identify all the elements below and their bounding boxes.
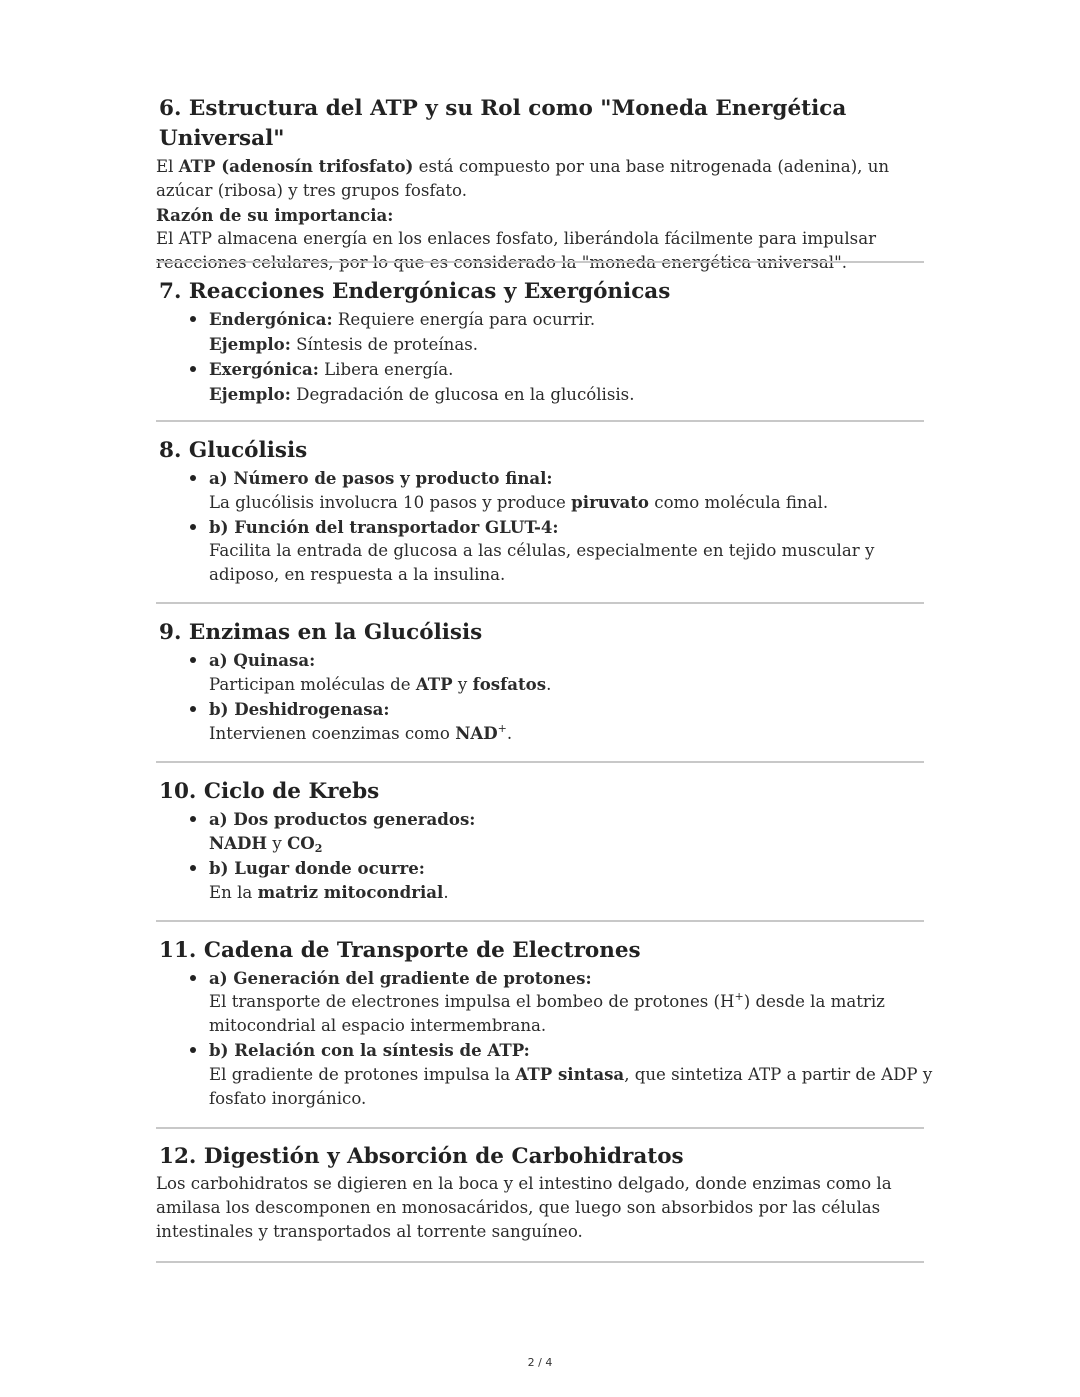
section-12-paragraph-cont: intestinales y transportados al torrente sanguíneo.	[156, 1222, 583, 1241]
section-7	[156, 277, 924, 407]
section-6	[156, 94, 924, 275]
list-item: b) Deshidrogenasa: Intervienen coenzimas como NAD+.	[156, 697, 924, 746]
section-11-title: 11. Cadena de Transporte de Electrones	[159, 938, 641, 963]
list-item: b) Relación con la síntesis de ATP: El gradiente de protones impulsa la ATP sintasa, que sintetiza ATP a partir de ADP y fosfato inorgánico.	[156, 1038, 924, 1111]
section-6-title: 6. Estructura del ATP y su Rol como "Moneda Energética Universal"	[159, 96, 847, 151]
divider	[156, 261, 924, 263]
divider	[156, 420, 924, 422]
divider	[156, 1127, 924, 1129]
list-item: b) Lugar donde ocurre: En la matriz mitocondrial.	[156, 856, 924, 905]
section-12-title: 12. Digestión y Absorción de Carbohidratos	[159, 1144, 684, 1169]
section-11-list	[156, 966, 933, 1111]
list-item: a) Número de pasos y producto final: La glucólisis involucra 10 pasos y produce piruvato como molécula final.	[156, 466, 924, 515]
section-11	[156, 936, 933, 1111]
list-item: b) Función del transportador GLUT-4: Facilita la entrada de glucosa a las células, especialmente en tejido muscular y adiposo, en respuesta a la insulina.	[156, 515, 924, 587]
section-9-title: 9. Enzimas en la Glucólisis	[159, 620, 483, 645]
section-6-paragraph-1-cont: azúcar (ribosa) y tres grupos fosfato.	[156, 181, 468, 200]
section-9-list	[156, 648, 924, 746]
divider	[156, 761, 924, 763]
section-8	[156, 436, 924, 587]
section-10	[156, 777, 924, 905]
divider	[156, 602, 924, 604]
section-6-paragraph-2-cont: reacciones celulares, por lo que es considerado la "moneda energética universal".	[156, 253, 848, 272]
list-item: Exergónica: Libera energía. Ejemplo: Degradación de glucosa en la glucólisis.	[156, 357, 924, 407]
section-9	[156, 618, 924, 746]
list-item: Endergónica: Requiere energía para ocurrir. Ejemplo: Síntesis de proteínas.	[156, 307, 924, 357]
section-7-list	[156, 307, 924, 407]
section-12-paragraph-cont: amilasa los descomponen en monosacáridos, que luego son absorbidos por las células	[156, 1198, 881, 1217]
section-6-paragraph-2: El ATP almacena energía en los enlaces fosfato, liberándola fácilmente para impulsar	[156, 229, 877, 248]
section-7-title: 7. Reacciones Endergónicas y Exergónicas	[159, 279, 671, 304]
divider	[156, 1261, 924, 1263]
section-12	[156, 1142, 924, 1244]
section-8-list	[156, 466, 924, 587]
section-6-reason-label: Razón de su importancia:	[156, 205, 394, 225]
list-item: a) Quinasa: Participan moléculas de ATP y fosfatos.	[156, 648, 924, 697]
section-10-title: 10. Ciclo de Krebs	[159, 779, 380, 804]
list-item: a) Generación del gradiente de protones: El transporte de electrones impulsa el bombeo de protones (H+) desde la matriz mitocondrial al espacio intermembrana.	[156, 966, 924, 1038]
page-number: 2 / 4	[527, 1356, 553, 1369]
section-10-list	[156, 807, 924, 905]
section-12-paragraph: Los carbohidratos se digieren en la boca y el intestino delgado, donde enzimas como la	[156, 1174, 892, 1193]
list-item: a) Dos productos generados: NADH y $CO_2$	[156, 807, 924, 856]
section-6-paragraph-1: El ATP (adenosín trifosfato) está compuesto por una base nitrogenada (adenina), un	[156, 156, 890, 176]
divider	[156, 920, 924, 922]
section-8-title: 8. Glucólisis	[159, 438, 308, 463]
